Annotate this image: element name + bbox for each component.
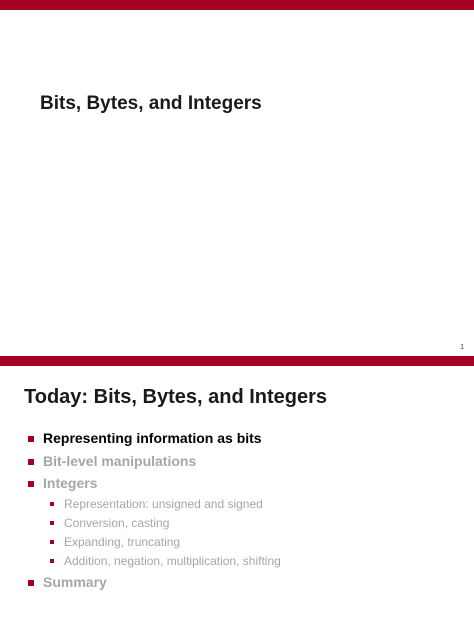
agenda-item-label: Representing information as bits <box>43 430 262 446</box>
square-bullet-icon <box>50 502 54 506</box>
slide-number: 1 <box>460 344 464 351</box>
agenda-subitem-label: Representation: unsigned and signed <box>64 497 263 511</box>
agenda-subitem-label: Conversion, casting <box>64 516 170 530</box>
slide-header-bar <box>0 356 474 366</box>
agenda-item-label: Bit-level manipulations <box>43 453 197 469</box>
square-bullet-icon <box>28 481 34 487</box>
agenda-title: Today: Bits, Bytes, and Integers <box>24 386 328 408</box>
agenda-subitem-label: Addition, negation, multiplication, shifting <box>64 554 281 568</box>
agenda-item-label: Integers <box>43 475 98 491</box>
square-bullet-icon <box>50 559 54 563</box>
agenda-subitem-label: Expanding, truncating <box>64 535 181 549</box>
square-bullet-icon <box>28 459 34 465</box>
agenda-item-label: Summary <box>43 574 107 590</box>
square-bullet-icon <box>28 436 34 442</box>
square-bullet-icon <box>50 540 54 544</box>
square-bullet-icon <box>28 580 34 586</box>
slide-header-bar <box>0 0 474 10</box>
slide-title-text: Bits, Bytes, and Integers <box>40 93 262 114</box>
square-bullet-icon <box>50 521 54 525</box>
slide-agenda <box>0 356 474 632</box>
